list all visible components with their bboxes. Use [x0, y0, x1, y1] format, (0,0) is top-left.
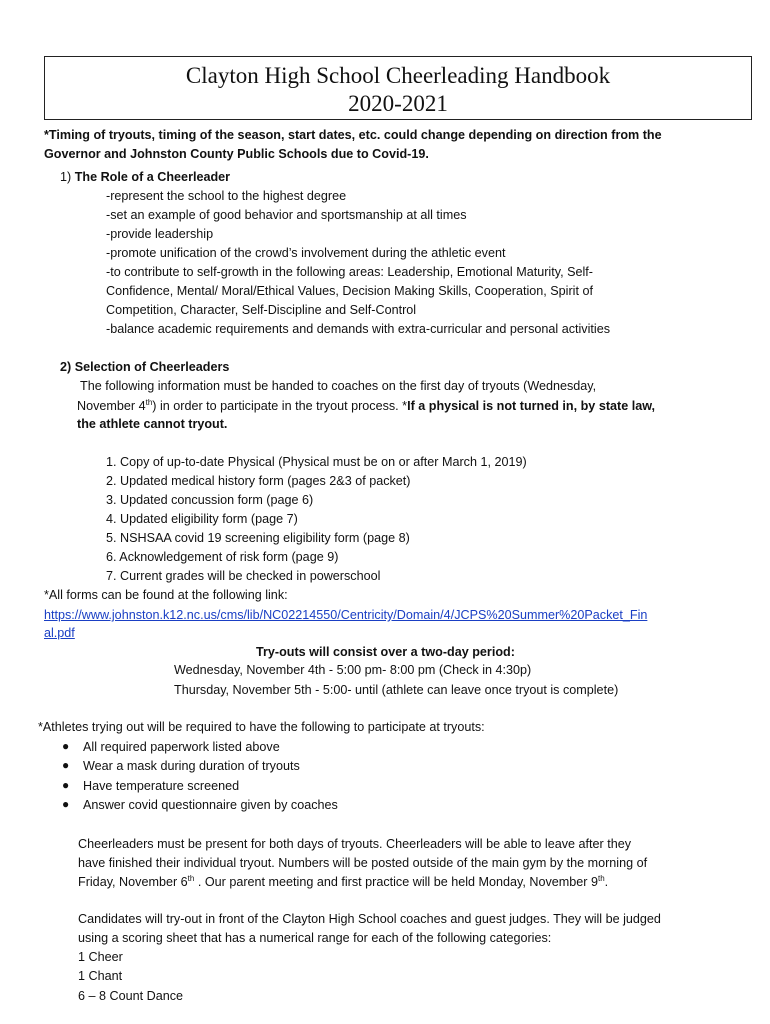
covid-notice-line-1: *Timing of tryouts, timing of the season, start dates, etc. could change depending on direction from the	[44, 128, 662, 142]
bullet-icon: ●	[62, 778, 70, 792]
presence-text: .	[604, 875, 609, 889]
category-item: 1 Chant	[78, 969, 123, 983]
requirement-item: 4. Updated eligibility form (page 7)	[106, 512, 298, 526]
section-2-intro-line-2	[77, 397, 655, 416]
physical-warning: If a physical is not turned in, by state law,	[407, 399, 656, 413]
presence-superscript: th	[598, 874, 605, 883]
role-item: Competition, Character, Self-Discipline and Self-Control	[106, 303, 417, 317]
requirement-item: 5. NSHSAA covid 19 screening eligibility form (page 8)	[106, 531, 410, 545]
tryouts-heading: Try-outs will consist over a two-day period:	[256, 645, 515, 659]
forms-link-continued[interactable]: al.pdf	[44, 626, 75, 640]
requirement-item: 2. Updated medical history form (pages 2&3 of packet)	[106, 474, 411, 488]
bullet-icon: ●	[62, 758, 70, 772]
candidates-line-2: using a scoring sheet that has a numerical range for each of the following categories:	[78, 931, 552, 945]
athlete-requirement: Wear a mask during duration of tryouts	[83, 759, 300, 773]
section-2-intro-line-1: The following information must be handed to coaches on the first day of tryouts (Wednesday,	[80, 379, 597, 393]
requirement-item: 6. Acknowledgement of risk form (page 9)	[106, 550, 339, 564]
presence-text: Friday, November 6	[78, 875, 188, 889]
role-item: -represent the school to the highest degree	[106, 189, 347, 203]
forms-note: *All forms can be found at the following link:	[44, 588, 288, 602]
presence-line-2: have finished their individual tryout. Numbers will be posted outside of the main gym by the morning of	[78, 856, 648, 870]
intro-text: ) in order to participate in the tryout process. *	[152, 399, 408, 413]
presence-line-1: Cheerleaders must be present for both days of tryouts. Cheerleaders will be able to leave after they	[78, 837, 632, 851]
intro-text: November 4	[77, 399, 146, 413]
presence-text: . Our parent meeting and first practice will be held Monday, November 9	[194, 875, 598, 889]
category-item: 6 – 8 Count Dance	[78, 989, 184, 1003]
title-box	[44, 56, 752, 120]
athlete-requirement: Have temperature screened	[83, 779, 240, 793]
role-item: Confidence, Mental/ Moral/Ethical Values, Decision Making Skills, Cooperation, Spirit of	[106, 284, 593, 298]
intro-superscript: th	[145, 398, 153, 407]
section-2-heading: 2) Selection of Cheerleaders	[60, 360, 230, 374]
requirement-item: 7. Current grades will be checked in powerschool	[106, 569, 381, 583]
tryout-day-1: Wednesday, November 4th - 5:00 pm- 8:00 pm (Check in 4:30p)	[174, 663, 532, 677]
bullet-icon: ●	[62, 797, 70, 811]
athlete-requirement: All required paperwork listed above	[83, 740, 280, 754]
covid-notice-line-2: Governor and Johnston County Public Schools due to Covid-19.	[44, 147, 429, 161]
requirement-item: 1. Copy of up-to-date Physical (Physical must be on or after March 1, 2019)	[106, 455, 527, 469]
tryout-day-2: Thursday, November 5th - 5:00- until (athlete can leave once tryout is complete)	[174, 683, 619, 697]
role-item: -promote unification of the crowd’s involvement during the athletic event	[106, 246, 506, 260]
presence-superscript: th	[187, 874, 195, 883]
role-item: -provide leadership	[106, 227, 214, 241]
role-item: -balance academic requirements and demands with extra-curricular and personal activities	[106, 322, 610, 336]
presence-line-3	[78, 873, 608, 892]
page-year: 2020-2021	[348, 91, 448, 116]
section-1-heading	[60, 168, 230, 187]
section-1-number: 1)	[60, 170, 72, 184]
page-title: Clayton High School Cheerleading Handbook	[185, 63, 611, 88]
requirement-item: 3. Updated concussion form (page 6)	[106, 493, 314, 507]
role-item: -to contribute to self-growth in the following areas: Leadership, Emotional Maturity, Self-	[106, 265, 593, 279]
category-item: 1 Cheer	[78, 950, 123, 964]
bullet-icon: ●	[62, 739, 70, 753]
forms-link[interactable]: https://www.johnston.k12.nc.us/cms/lib/NC02214550/Centricity/Domain/4/JCPS%20Summer%20Packet_Fin	[44, 608, 648, 622]
physical-warning-line-2: the athlete cannot tryout.	[77, 417, 228, 431]
section-1-title: The Role of a Cheerleader	[74, 170, 231, 184]
candidates-line-1: Candidates will try-out in front of the Clayton High School coaches and guest judges. They will be judged	[78, 912, 661, 926]
role-item: -set an example of good behavior and sportsmanship at all times	[106, 208, 467, 222]
athlete-requirement: Answer covid questionnaire given by coaches	[83, 798, 338, 812]
athletes-intro: *Athletes trying out will be required to have the following to participate at tryouts:	[38, 720, 485, 734]
